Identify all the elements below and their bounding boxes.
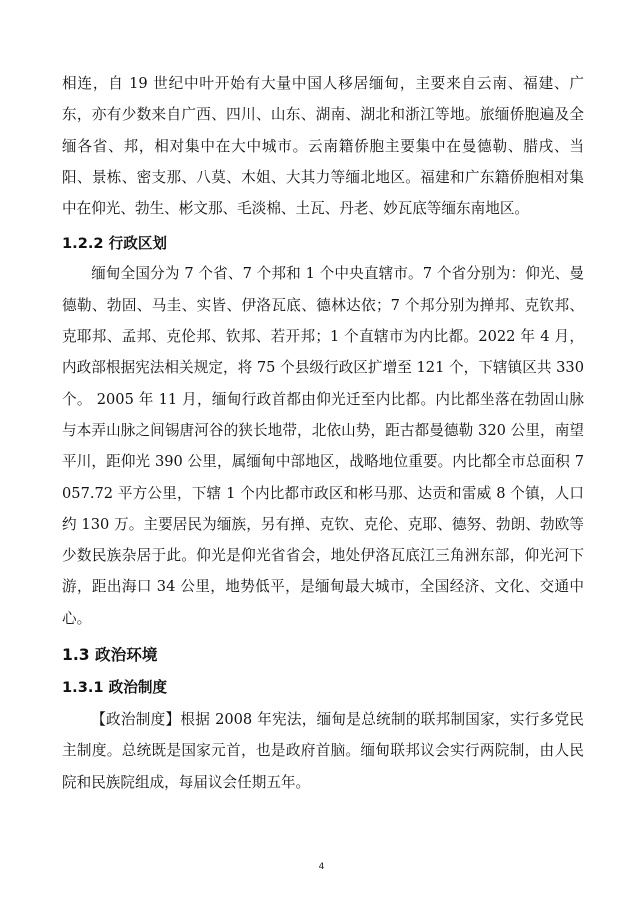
body-paragraph: 相连，自 19 世纪中叶开始有大量中国人移居缅甸，主要来自云南、福建、广东，亦有少数来自广西、四川、山东、湖南、湖北和浙江等地。旅缅侨胞遍及全缅各省、邦，相对集中在大中城市。云南籍侨胞主要集中在曼德勒、腊戌、当阳、景栋、密支那、八莫、木姐、大其力等缅北地区。福建和广东籍侨胞相对集中在仰光、勃生、彬文那、毛淡棉、土瓦、丹老、妙瓦底等缅东南地区。 <box>62 75 584 218</box>
section-heading: 1.3.1 政治制度 <box>62 679 168 697</box>
chapter-heading: 1.3 政治环境 <box>62 646 158 665</box>
document-page <box>62 68 584 798</box>
section-heading: 1.2.2 行政区划 <box>62 235 168 253</box>
body-paragraph: 【政治制度】根据 2008 年宪法，缅甸是总统制的联邦制国家，实行多党民主制度。总统既是国家元首，也是政府首脑。缅甸联邦议会实行两院制，由人民院和民族院组成，每届议会任期五年。 <box>62 711 584 791</box>
body-paragraph: 缅甸全国分为 7 个省、7 个邦和 1 个中央直辖市。7 个省分别为：仰光、曼德勒、勃固、马圭、实皆、伊洛瓦底、德林达依；7 个邦分别为掸邦、克钦邦、克耶邦、孟邦、克伦邦、钦邦、若开邦；1 个直辖市为内比都。2022 年 4 月，内政部根据宪法相关规定，将 75 个县级行政区扩增至 121 个，下辖镇区共 330 个。 2005 年 11 月，缅甸行政首都由仰光迁至内比都。内比都坐落在勃固山脉与本弄山脉之间锡唐河谷的狭长地带，北依山势，距古都曼德勒 320 公里，南望平川，距仰光 390 公里，属缅甸中部地区，战略地位重要。内比都全市总面积 7057.72 平方公里，下辖 1 个内比都市政区和彬马那、达贡和雷威 8 个镇，人口约 130 万。主要居民为缅族，另有掸、克钦、克伦、克耶、德努、勃朗、勃欧等少数民族杂居于此。仰光是仰光省省会，地处伊洛瓦底江三角洲东部，仰光河下游，距出海口 34 公里，地势低平，是缅甸最大城市，全国经济、文化、交通中心。 <box>62 265 584 627</box>
page-number: 4 <box>318 862 325 872</box>
